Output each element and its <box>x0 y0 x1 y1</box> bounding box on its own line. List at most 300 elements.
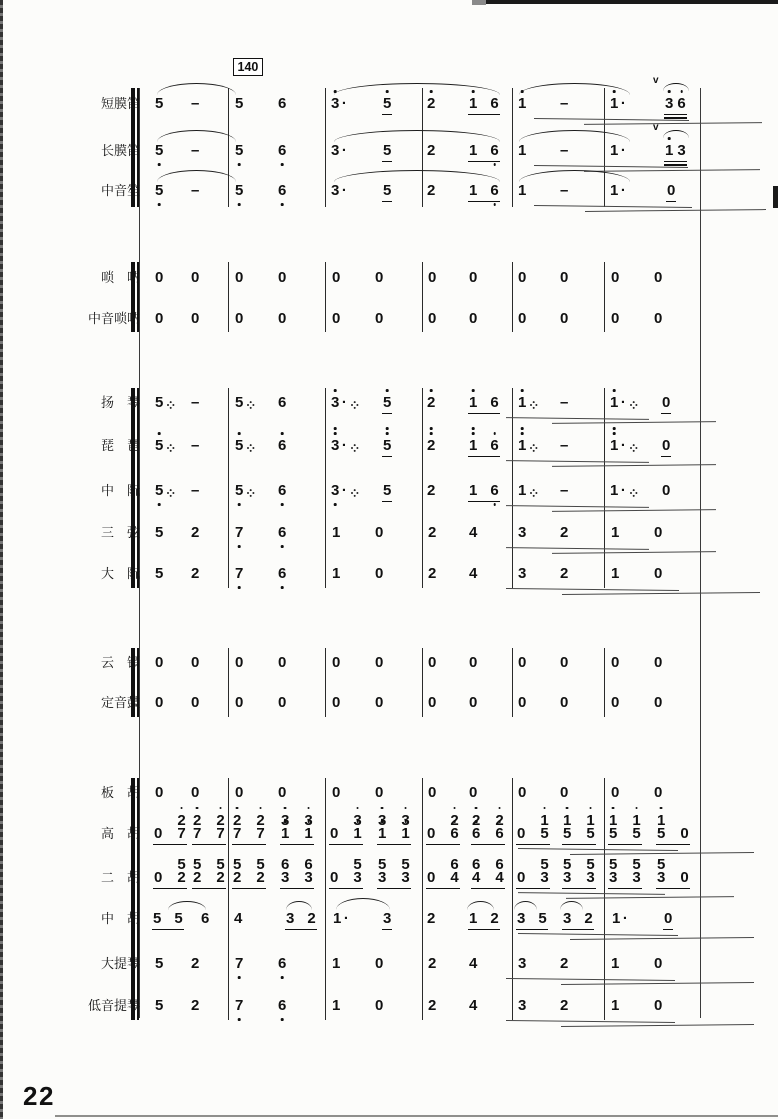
note-token <box>155 655 163 671</box>
note <box>428 695 436 711</box>
beamed-note-group <box>469 911 499 927</box>
note-digit: 0 <box>154 869 163 886</box>
chord-upper-note <box>586 857 594 873</box>
note-digit: 0 <box>191 784 200 801</box>
chord-upper-note <box>281 813 289 829</box>
note <box>654 270 662 286</box>
note-digit: 2 <box>490 910 499 927</box>
beam-line <box>382 501 392 502</box>
measure <box>512 811 604 842</box>
instrument-label: 低音提琴 <box>87 998 140 1013</box>
note <box>677 96 685 112</box>
note <box>155 96 163 112</box>
chord-upper-note <box>450 813 458 829</box>
note-token <box>375 998 383 1014</box>
beam-line <box>468 456 500 457</box>
note-digit: 0 <box>375 694 384 711</box>
note <box>191 183 199 199</box>
beamed-note-group <box>653 75 686 112</box>
measure <box>422 998 512 1014</box>
tremolo-mark <box>529 489 538 499</box>
note-digit: 7 <box>235 566 243 582</box>
augmentation-dot: · <box>620 482 626 499</box>
crescendo-line <box>562 592 760 595</box>
note-digit: 5 <box>563 855 572 873</box>
note-digit: 0 <box>560 310 569 327</box>
beamed-note-group <box>609 811 641 842</box>
crescendo-line <box>552 551 716 554</box>
note-digit: 0 <box>330 825 339 842</box>
crescendo-line <box>570 937 754 940</box>
note-digit: 0 <box>560 694 569 711</box>
note <box>353 811 362 842</box>
augmentation-dot: · <box>343 910 349 927</box>
note <box>401 855 410 886</box>
note-digit: 2 <box>427 395 435 411</box>
measure <box>325 438 422 454</box>
measure <box>512 311 604 327</box>
note-digit: 0 <box>662 394 671 411</box>
note-digit: 0 <box>428 694 437 711</box>
note-token <box>278 483 286 499</box>
note <box>518 655 526 671</box>
note <box>256 811 265 842</box>
measure <box>422 483 512 499</box>
instrument-label: 中音唢呐 <box>87 311 140 326</box>
note-digit: 2 <box>560 997 569 1014</box>
note <box>611 525 619 541</box>
beam-line <box>426 888 460 889</box>
beamed-note-group <box>330 855 362 886</box>
note <box>235 311 243 327</box>
note-digit: 6 <box>495 855 504 873</box>
note <box>281 855 290 886</box>
note-digit: 2 <box>428 565 437 582</box>
note <box>518 695 526 711</box>
barline-bowed-1 <box>228 778 229 1020</box>
tremolo-mark <box>629 444 638 454</box>
beamed-note-group <box>427 811 459 842</box>
note-token <box>278 438 286 454</box>
note-digit: 0 <box>469 269 478 286</box>
beam-line <box>232 844 266 845</box>
note <box>560 183 568 199</box>
measure <box>228 956 325 972</box>
note-digit: 0 <box>235 784 244 801</box>
note-digit: 2 <box>191 955 200 972</box>
note <box>469 566 477 582</box>
measure <box>228 655 325 671</box>
note <box>278 483 286 499</box>
note <box>191 270 199 286</box>
note-token <box>611 695 619 711</box>
note <box>469 311 477 327</box>
beamed-note-group <box>609 855 641 886</box>
note-digit: 1 <box>610 482 619 499</box>
beamed-note-group <box>233 811 265 842</box>
note-token <box>428 655 436 671</box>
note-digit: 1 <box>304 826 312 842</box>
note <box>469 395 477 411</box>
note <box>375 695 383 711</box>
note-digit: 5 <box>538 910 547 927</box>
note <box>375 998 383 1014</box>
beamed-note-group <box>662 395 670 411</box>
note-token <box>612 911 628 927</box>
note <box>235 96 243 112</box>
note-digit: 0 <box>191 694 200 711</box>
note-token <box>518 525 526 541</box>
note-digit: 4 <box>469 955 478 972</box>
note <box>540 855 549 886</box>
measure <box>422 855 512 886</box>
chord-upper-note <box>609 813 617 829</box>
note <box>469 911 477 927</box>
note <box>278 438 286 454</box>
beam-line <box>516 888 550 889</box>
note-token <box>518 143 526 159</box>
beam-line <box>468 114 500 115</box>
tie-arc <box>663 83 689 91</box>
note <box>611 785 619 801</box>
note <box>216 855 225 886</box>
note-digit: 0 <box>611 694 620 711</box>
measure <box>604 183 700 199</box>
note-digit: 5 <box>540 855 549 873</box>
instrument-label: 唢 呐 <box>100 270 140 285</box>
measure <box>325 911 422 927</box>
note <box>154 870 162 886</box>
note <box>518 998 526 1014</box>
note-token <box>518 566 526 582</box>
note-digit: 1 <box>332 565 341 582</box>
beamed-note-group <box>469 438 499 454</box>
note-token <box>611 270 619 286</box>
measure <box>150 785 228 801</box>
note-digit: – <box>560 394 569 411</box>
note-digit: 5 <box>155 143 163 159</box>
note-digit: 7 <box>177 825 186 842</box>
note-token <box>611 956 619 972</box>
note <box>611 695 619 711</box>
note <box>610 438 638 454</box>
chord-upper-note <box>495 813 503 829</box>
note-token <box>427 183 435 199</box>
beam-line <box>471 844 505 845</box>
note <box>233 855 242 886</box>
tremolo-mark <box>246 401 255 411</box>
note-digit: 6 <box>495 826 503 842</box>
instrument-label: 定音鼓 <box>100 695 140 710</box>
note-digit: 2 <box>256 813 264 829</box>
note-digit: 4 <box>495 869 504 886</box>
note <box>427 183 435 199</box>
note-digit: 6 <box>490 438 498 454</box>
measure <box>325 785 422 801</box>
measure <box>325 395 422 411</box>
note <box>657 855 666 886</box>
measure <box>422 695 512 711</box>
note <box>332 311 340 327</box>
note-digit: 3 <box>331 96 339 112</box>
note <box>680 826 688 842</box>
note-digit: – <box>560 182 569 199</box>
measure <box>512 785 604 801</box>
note-digit: 0 <box>654 654 663 671</box>
note <box>378 811 387 842</box>
note-digit: 1 <box>518 395 526 411</box>
note <box>278 395 286 411</box>
measure <box>150 96 228 112</box>
measure <box>604 811 700 842</box>
beam-line <box>562 844 596 845</box>
note-token <box>278 96 286 112</box>
slur-arc <box>157 170 236 182</box>
chord-upper-note <box>233 813 241 829</box>
instrument-label: 琵 琶 <box>100 438 140 453</box>
note <box>375 956 383 972</box>
note <box>332 695 340 711</box>
note-token <box>278 183 286 199</box>
scan-artifact-top-small <box>472 0 486 5</box>
note <box>383 911 391 927</box>
tremolo-mark <box>166 489 175 499</box>
crescendo-line <box>506 978 675 981</box>
note <box>234 911 242 927</box>
note <box>654 998 662 1014</box>
chord-upper-note <box>609 857 617 873</box>
beam-line <box>382 161 392 162</box>
crescendo-line <box>506 460 649 463</box>
note-token <box>332 695 340 711</box>
note-digit: 6 <box>472 826 480 842</box>
note <box>235 183 243 199</box>
note-digit: 2 <box>472 813 480 829</box>
note-digit: 1 <box>518 96 526 112</box>
note-digit: – <box>191 482 200 499</box>
chord-upper-note <box>353 813 361 829</box>
note-digit: 6 <box>450 855 459 873</box>
note <box>191 695 199 711</box>
note-digit: 0 <box>664 910 673 927</box>
beamed-note-group <box>472 855 504 886</box>
note-digit: 1 <box>353 826 361 842</box>
measure <box>422 655 512 671</box>
note-token <box>518 483 538 499</box>
note <box>469 183 477 199</box>
note-digit: 5 <box>383 142 392 159</box>
note <box>563 811 572 842</box>
note-digit: 1 <box>657 813 665 829</box>
note-token <box>518 785 526 801</box>
measure <box>604 566 700 582</box>
note-digit: 0 <box>680 825 689 842</box>
note <box>191 483 199 499</box>
note-digit: 0 <box>428 310 437 327</box>
note-digit: 0 <box>332 694 341 711</box>
measure <box>512 911 604 927</box>
note-token <box>191 270 199 286</box>
note-digit: 5 <box>155 483 163 499</box>
note-digit: 2 <box>428 524 437 541</box>
augmentation-dot: · <box>341 482 347 499</box>
note-digit: 2 <box>177 813 185 829</box>
note-digit: 3 <box>286 910 295 927</box>
chord-upper-note <box>233 857 241 873</box>
note-digit: 3 <box>331 395 339 411</box>
note-digit: 0 <box>278 310 287 327</box>
crescendo-line <box>506 505 649 508</box>
crescendo-mark <box>506 546 716 556</box>
note-token <box>560 483 568 499</box>
note-digit: 5 <box>609 855 618 873</box>
note-digit: 5 <box>540 825 549 842</box>
note-digit: 0 <box>332 784 341 801</box>
note-token <box>375 525 383 541</box>
note-digit: 1 <box>610 182 619 199</box>
note <box>427 911 435 927</box>
note <box>155 270 163 286</box>
beam-line <box>382 929 392 930</box>
note-digit: 3 <box>353 813 361 829</box>
tremolo-mark <box>529 444 538 454</box>
note <box>177 855 186 886</box>
measure <box>604 785 700 801</box>
note-digit: 3 <box>540 869 549 886</box>
note <box>610 483 638 499</box>
augmentation-dot: · <box>341 182 347 199</box>
note-digit: 3 <box>563 910 572 927</box>
beamed-note-group <box>662 438 670 454</box>
measure <box>228 483 325 499</box>
note-token <box>469 655 477 671</box>
note-digit: 4 <box>472 869 481 886</box>
note <box>201 911 209 927</box>
beamed-note-group <box>281 855 313 886</box>
note-digit: 5 <box>235 483 243 499</box>
beam-line <box>382 114 392 115</box>
note-digit: 0 <box>332 269 341 286</box>
note-digit: 5 <box>235 394 244 411</box>
beamed-note-group <box>383 911 391 927</box>
note-token <box>278 311 286 327</box>
note-digit: 7 <box>235 998 243 1014</box>
note-digit: 5 <box>378 855 387 873</box>
note-token <box>375 695 383 711</box>
note <box>654 956 662 972</box>
note-token <box>518 395 538 411</box>
note-digit: 4 <box>450 869 459 886</box>
note-digit: 0 <box>469 654 478 671</box>
note <box>586 855 595 886</box>
note-digit: 6 <box>304 855 313 873</box>
beamed-note-group <box>383 143 391 159</box>
chord-upper-note <box>472 857 480 873</box>
chord-upper-note <box>256 857 264 873</box>
note-digit: 5 <box>256 855 265 873</box>
note-token <box>191 438 199 454</box>
note <box>155 525 163 541</box>
note-token <box>375 956 383 972</box>
note-token <box>469 998 477 1014</box>
note-token <box>278 395 286 411</box>
crescendo-line <box>552 421 716 424</box>
crescendo-line <box>506 547 649 550</box>
beam-line <box>468 161 500 162</box>
chord-upper-note <box>177 813 185 829</box>
note-token <box>469 311 477 327</box>
beamed-note-group <box>469 143 499 159</box>
note-digit: 0 <box>332 310 341 327</box>
tremolo-mark <box>350 401 359 411</box>
measure <box>512 143 604 159</box>
note-digit: 6 <box>278 438 286 454</box>
measure <box>604 911 700 927</box>
note-token <box>235 96 243 112</box>
note-token <box>427 395 435 411</box>
note-token <box>375 311 383 327</box>
note-digit: 5 <box>155 997 164 1014</box>
note <box>278 956 286 972</box>
note <box>490 395 498 411</box>
note-digit: 6 <box>490 483 498 499</box>
beamed-note-group <box>378 855 410 886</box>
note-token <box>235 785 243 801</box>
note-digit: – <box>191 95 200 112</box>
note-digit: 6 <box>450 826 458 842</box>
note <box>472 855 481 886</box>
note <box>560 483 568 499</box>
note-digit: 3 <box>665 96 673 112</box>
note <box>155 183 163 199</box>
note-token <box>191 483 199 499</box>
beam-line <box>471 888 505 889</box>
note <box>304 811 313 842</box>
note <box>586 811 595 842</box>
measure <box>422 395 512 411</box>
crescendo-mark <box>534 204 766 214</box>
system-bracket-inner-bowed <box>137 778 139 1020</box>
note-digit: 0 <box>518 654 527 671</box>
note <box>495 855 504 886</box>
note <box>427 483 435 499</box>
beamed-note-group <box>383 395 391 411</box>
note <box>518 143 526 159</box>
note-token <box>331 96 347 112</box>
note <box>330 826 338 842</box>
beam-line <box>666 201 676 202</box>
crescendo-mark <box>506 977 754 987</box>
note-token <box>235 438 255 454</box>
beam-line <box>280 844 314 845</box>
instrument-label: 大 阮 <box>100 566 140 581</box>
note <box>155 483 175 499</box>
note-digit: 6 <box>278 143 286 159</box>
note-token <box>518 956 526 972</box>
note <box>191 566 199 582</box>
note <box>560 998 568 1014</box>
chord-upper-note <box>657 857 665 873</box>
crescendo-line <box>506 588 679 591</box>
measure <box>604 122 700 159</box>
note-token <box>518 438 538 454</box>
note <box>611 655 619 671</box>
chord-upper-note <box>401 857 409 873</box>
note-digit: 5 <box>632 855 641 873</box>
note-digit: 0 <box>278 694 287 711</box>
slur-arc <box>336 898 390 910</box>
note <box>667 183 675 199</box>
